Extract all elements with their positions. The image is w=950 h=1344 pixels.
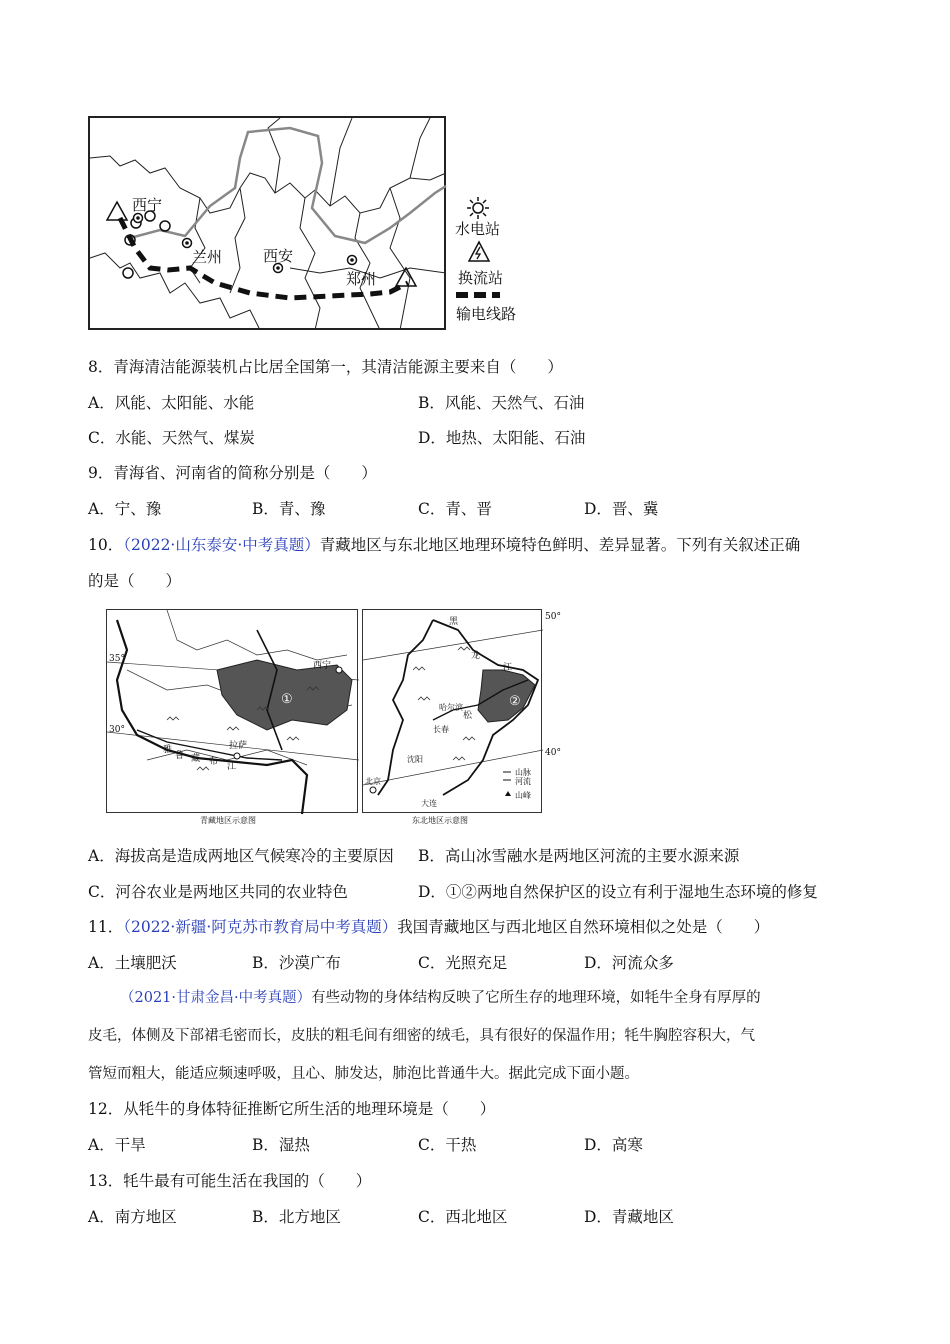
q10-option-a[interactable]: A．海拔高是造成两地区气候寒冷的主要原因: [88, 847, 394, 865]
harbin-label: 哈尔滨: [439, 703, 463, 712]
legend-river: 河流: [515, 777, 531, 786]
dongbei-map: [362, 609, 561, 813]
river-label-long: 龙: [471, 651, 481, 661]
q13-option-b[interactable]: B．北方地区: [252, 1208, 341, 1226]
marker-1-label: ①: [281, 692, 293, 707]
river-label-5: 江: [227, 762, 237, 772]
q10-stem-line2: 的是（ ）: [88, 572, 182, 590]
q11-option-c[interactable]: C．光照充足: [418, 954, 508, 972]
q10-stem-line1: [88, 535, 800, 555]
map-drawing: [90, 118, 448, 332]
transmission-line-icon: [456, 290, 500, 300]
lat-50-label: 50°: [545, 612, 561, 622]
qingzang-map: [106, 609, 358, 813]
dalian-label: 大连: [421, 799, 437, 808]
legend-converter: 换流站: [458, 269, 504, 287]
river-label-1: 雅: [163, 745, 173, 755]
q12-option-b[interactable]: B．湿热: [252, 1136, 310, 1154]
qingzang-map-drawing: [107, 610, 359, 814]
q9-option-c[interactable]: C．青、晋: [418, 500, 492, 518]
q9-option-d[interactable]: D．晋、冀: [584, 500, 659, 518]
q10-option-b[interactable]: B．高山冰雪融水是两地区河流的主要水源来源: [418, 847, 740, 865]
lat-40-label: 40°: [545, 748, 561, 758]
q10-option-d[interactable]: D．①②两地自然保护区的设立有利于湿地生态环境的修复: [418, 883, 818, 901]
q12-option-d[interactable]: D．高寒: [584, 1136, 643, 1154]
passage-line1: [120, 988, 761, 1008]
q10-number: 10．: [88, 536, 124, 554]
sun-icon: [466, 196, 490, 220]
hydro-station-icon: [123, 211, 170, 278]
caption-dongbei: 东北地区示意图: [412, 816, 468, 825]
q9-stem: 9．青海省、河南省的简称分别是（ ）: [88, 464, 377, 482]
lat-30-label: 30°: [109, 725, 125, 735]
legend-mountain: 山脉: [515, 768, 531, 777]
q13-stem: 13．牦牛最有可能生活在我国的（ ）: [88, 1172, 372, 1190]
river-label-2: 鲁: [175, 751, 185, 761]
q9-option-b[interactable]: B．青、豫: [252, 500, 326, 518]
passage-source: （2021·甘肃金昌·中考真题）: [120, 990, 312, 1006]
q8-option-c[interactable]: C．水能、天然气、煤炭: [88, 429, 255, 447]
q12-stem: 12．从牦牛的身体特征推断它所生活的地理环境是（ ）: [88, 1100, 496, 1118]
q9-option-a[interactable]: A．宁、豫: [88, 500, 162, 518]
river-label-jiang: 江: [503, 663, 513, 673]
beijing-label: 北京: [365, 777, 381, 786]
q11-option-b[interactable]: B．沙漠广布: [252, 954, 341, 972]
converter-icon: [467, 240, 491, 264]
q11-source: （2022·新疆·阿克苏市教育局中考真题）: [123, 918, 398, 936]
passage-text1: 有些动物的身体结构反映了它所生存的地理环境，如牦牛全身有厚厚的: [311, 990, 761, 1006]
legend-peak: 山峰: [515, 791, 531, 800]
q13-option-a[interactable]: A．南方地区: [88, 1208, 177, 1226]
q13-option-c[interactable]: C．西北地区: [418, 1208, 508, 1226]
legend-hydro: 水电站: [455, 220, 501, 238]
lhasa-label: 拉萨: [229, 741, 248, 751]
q11-stem: [88, 917, 769, 937]
q8-option-b[interactable]: B．风能、天然气、石油: [418, 394, 585, 412]
shenyang-label: 沈阳: [407, 755, 423, 764]
q13-option-d[interactable]: D．青藏地区: [584, 1208, 674, 1226]
q8-option-a[interactable]: A．风能、太阳能、水能: [88, 394, 255, 412]
river-label-4: 布: [209, 757, 219, 767]
marker-2-label: ②: [509, 694, 521, 709]
river-label-song: 松: [463, 711, 473, 721]
q10-source: （2022·山东泰安·中考真题）: [123, 536, 320, 554]
q8-stem: 8．青海清洁能源装机占比居全国第一，其清洁能源主要来自（ ）: [88, 358, 563, 376]
lat-35-label: 35°: [109, 654, 125, 664]
city-label-zhengzhou: 郑州: [346, 270, 377, 288]
river-label-3: 藏: [191, 754, 201, 764]
legend-line: 输电线路: [456, 305, 517, 323]
city-label-xian: 西安: [263, 247, 294, 265]
city-label-lanzhou: 兰州: [192, 248, 223, 266]
q8-option-d[interactable]: D．地热、太阳能、石油: [418, 429, 586, 447]
city-label-xining: 西宁: [132, 196, 163, 214]
q11-option-d[interactable]: D．河流众多: [584, 954, 674, 972]
q10-text: 青藏地区与东北地区地理环境特色鲜明、差异显著。下列有关叙述正确: [319, 536, 801, 554]
q10-option-c[interactable]: C．河谷农业是两地区共同的农业特色: [88, 883, 348, 901]
q12-option-a[interactable]: A．干旱: [88, 1136, 146, 1154]
q12-option-c[interactable]: C．干热: [418, 1136, 477, 1154]
caption-qingzang: 青藏地区示意图: [200, 816, 256, 825]
q11-option-a[interactable]: A．土壤肥沃: [88, 954, 177, 972]
river-label-hei: 黑: [449, 617, 459, 627]
q11-number: 11．: [88, 918, 124, 936]
xining-label: 西宁: [313, 661, 332, 671]
q11-text: 我国青藏地区与西北地区自然环境相似之处是（ ）: [397, 918, 770, 936]
power-transmission-map: [88, 116, 446, 330]
changchun-label: 长春: [433, 725, 449, 734]
passage-line3: 管短而粗大，能适应频速呼吸，且心、肺发达，肺泡比普通牛大。据此完成下面小题。: [88, 1066, 639, 1082]
passage-line2: 皮毛，体侧及下部裙毛密而长，皮肤的粗毛间有细密的绒毛，具有很好的保温作用；牦牛胸腔容积大，气: [88, 1028, 755, 1044]
